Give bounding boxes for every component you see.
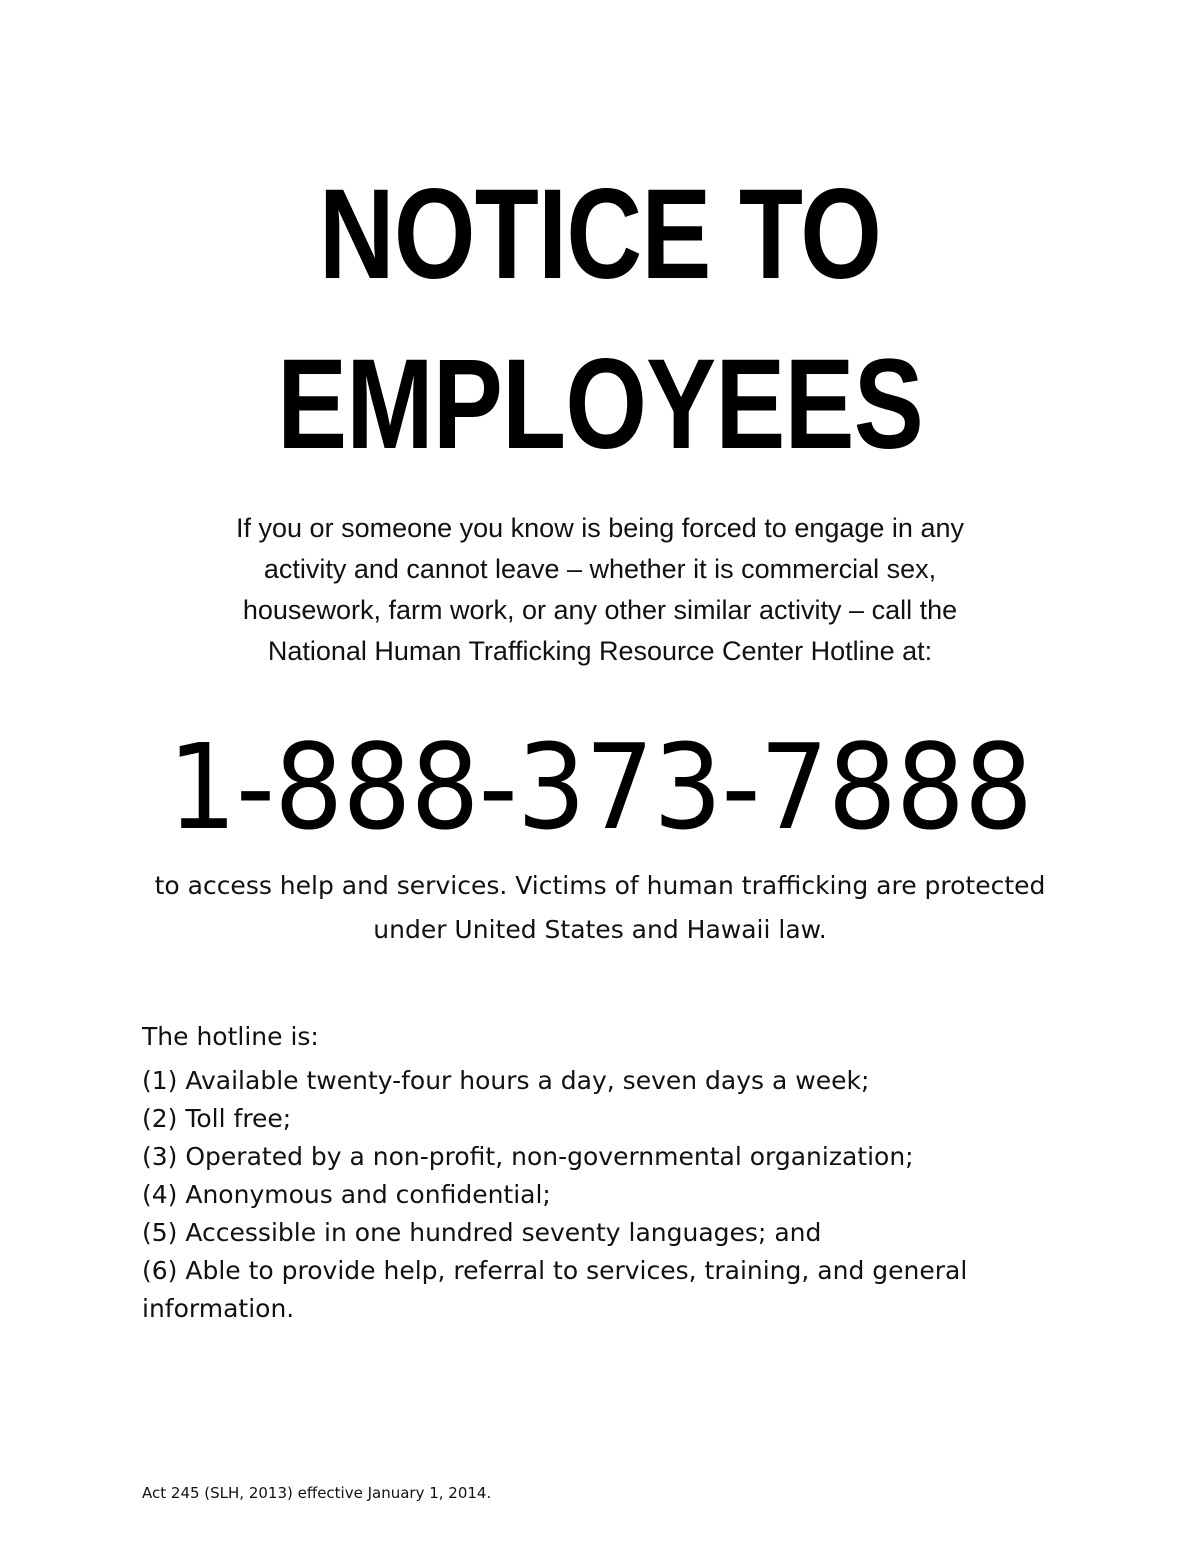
intro-line: If you or someone you know is being forced to engage in any (236, 513, 964, 543)
hotline-lead: The hotline is: (142, 1022, 319, 1051)
hotline-list-item: (1) Available twenty-four hours a day, seven days a week; (142, 1066, 870, 1095)
hotline-list (142, 1062, 1082, 1328)
notice-title-line-1: NOTICE TO (318, 163, 882, 306)
hotline-list-item: (3) Operated by a non-profit, non-governmental organization; (142, 1142, 914, 1171)
intro-line: National Human Trafficking Resource Center Hotline at: (267, 636, 933, 666)
hotline-list-item: (4) Anonymous and confidential; (142, 1180, 551, 1209)
hotline-list-item: (6) Able to provide help, referral to services, training, and general information. (142, 1256, 968, 1323)
intro-paragraph (150, 508, 1050, 672)
hotline-list-item: (5) Accessible in one hundred seventy languages; and (142, 1218, 822, 1247)
notice-title-line-2: EMPLOYEES (277, 333, 923, 476)
hotline-details (142, 1018, 1082, 1328)
access-line: under United States and Hawaii law. (373, 915, 827, 944)
access-line: to access help and services. Victims of human trafficking are protected (154, 871, 1046, 900)
hotline-phone-number: 1-888-373-7888 (167, 718, 1033, 856)
intro-line: activity and cannot leave – whether it is commercial sex, (263, 554, 937, 584)
act-footer-note: Act 245 (SLH, 2013) effective January 1, 2014. (142, 1484, 492, 1502)
access-paragraph (100, 864, 1100, 952)
hotline-list-item: (2) Toll free; (142, 1104, 292, 1133)
intro-line: housework, farm work, or any other similar activity – call the (242, 595, 958, 625)
